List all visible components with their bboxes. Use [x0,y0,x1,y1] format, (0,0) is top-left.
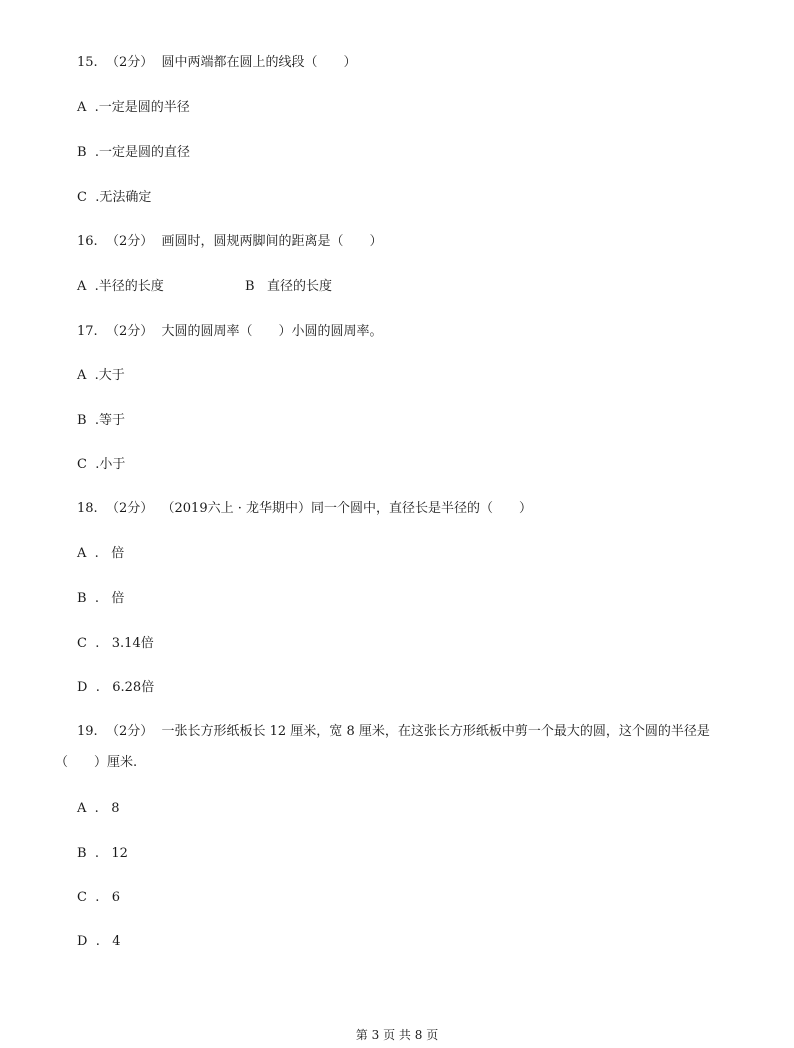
option-text: .半径的长度 [94,279,164,294]
question-score: （2分） [105,501,154,516]
option-text: . [95,890,100,905]
option-value: 倍 [111,546,125,561]
option-19-b [77,846,128,862]
option-15-c [77,190,151,206]
option-text: . [95,934,100,949]
option-15-b [77,145,190,161]
option-value: 12 [111,846,128,861]
option-value: 倍 [111,591,125,606]
question-number: 18. [77,501,98,516]
option-label: A [77,546,87,561]
option-label: A [77,100,87,115]
option-text: . [95,680,100,695]
option-text: .小于 [95,457,126,472]
footer-page-number: 3 [371,1028,380,1042]
question-19 [77,724,710,740]
question-number: 16. [77,234,98,249]
option-text: . [95,636,100,651]
option-17-b [77,413,125,429]
question-text: 圆中两端都在圆上的线段（ ） [161,55,357,70]
footer-suffix: 页 [426,1028,439,1042]
option-text: .一定是圆的半径 [94,100,190,115]
option-15-a [77,100,190,116]
option-text: .无法确定 [95,190,152,205]
option-value: 6.28倍 [112,680,155,695]
option-value: 3.14倍 [111,636,154,651]
option-label: A [77,801,87,816]
question-score: （2分） [105,324,154,339]
option-label: B [77,591,87,606]
option-label: C [77,890,87,905]
page-footer [0,1026,794,1043]
question-18 [77,501,532,517]
option-label: C [77,457,87,472]
question-score: （2分） [105,724,154,739]
option-18-d [77,680,154,696]
option-label: C [77,190,87,205]
option-value: 6 [111,890,121,905]
option-label: B [77,413,87,428]
question-16 [77,234,383,250]
question-text-cont: （ ）厘米. [55,755,138,770]
option-label: A [77,279,87,294]
footer-total-pages: 8 [414,1028,423,1042]
option-label: B [77,846,87,861]
question-score: （2分） [105,55,154,70]
question-score: （2分） [105,234,154,249]
option-19-d [77,934,121,950]
question-text: 一张长方形纸板长 12 厘米，宽 8 厘米，在这张长方形纸板中剪一个最大的圆，这个圆的半径是 [161,724,710,739]
option-label: D [77,934,88,949]
option-text: .大于 [94,368,125,383]
option-text: .一定是圆的直径 [94,145,190,160]
question-text: （2019六上 · 龙华期中）同一个圆中，直径长是半径的（ ） [161,501,532,516]
option-18-c [77,636,154,652]
option-16-b [245,279,332,295]
option-18-a [77,546,124,562]
option-19-a [77,801,119,817]
option-label: D [77,680,88,695]
option-value: 8 [111,801,120,816]
option-label: A [77,368,87,383]
option-text: 直径的长度 [266,279,332,294]
option-text: . [94,546,99,561]
option-text: . [94,801,99,816]
option-text: . [94,591,99,606]
option-17-a [77,368,125,384]
option-16-a [77,279,164,295]
question-text: 大圆的圆周率（ ）小圆的圆周率。 [161,324,383,339]
question-number: 15. [77,55,98,70]
footer-mid: 页 共 [383,1028,411,1042]
question-text: 画圆时，圆规两脚间的距离是（ ） [161,234,383,249]
question-15 [77,55,357,71]
footer-prefix: 第 [355,1028,368,1042]
option-19-c [77,890,120,906]
option-value: 4 [112,934,121,949]
option-label: C [77,636,87,651]
question-number: 17. [77,324,98,339]
option-text: .等于 [94,413,125,428]
option-label: B [77,145,87,160]
option-17-c [77,457,125,473]
question-number: 19. [77,724,98,739]
option-text: . [94,846,99,861]
option-label: B [245,279,255,294]
option-18-b [77,591,124,607]
question-19-continuation [55,755,137,771]
question-17 [77,324,383,340]
